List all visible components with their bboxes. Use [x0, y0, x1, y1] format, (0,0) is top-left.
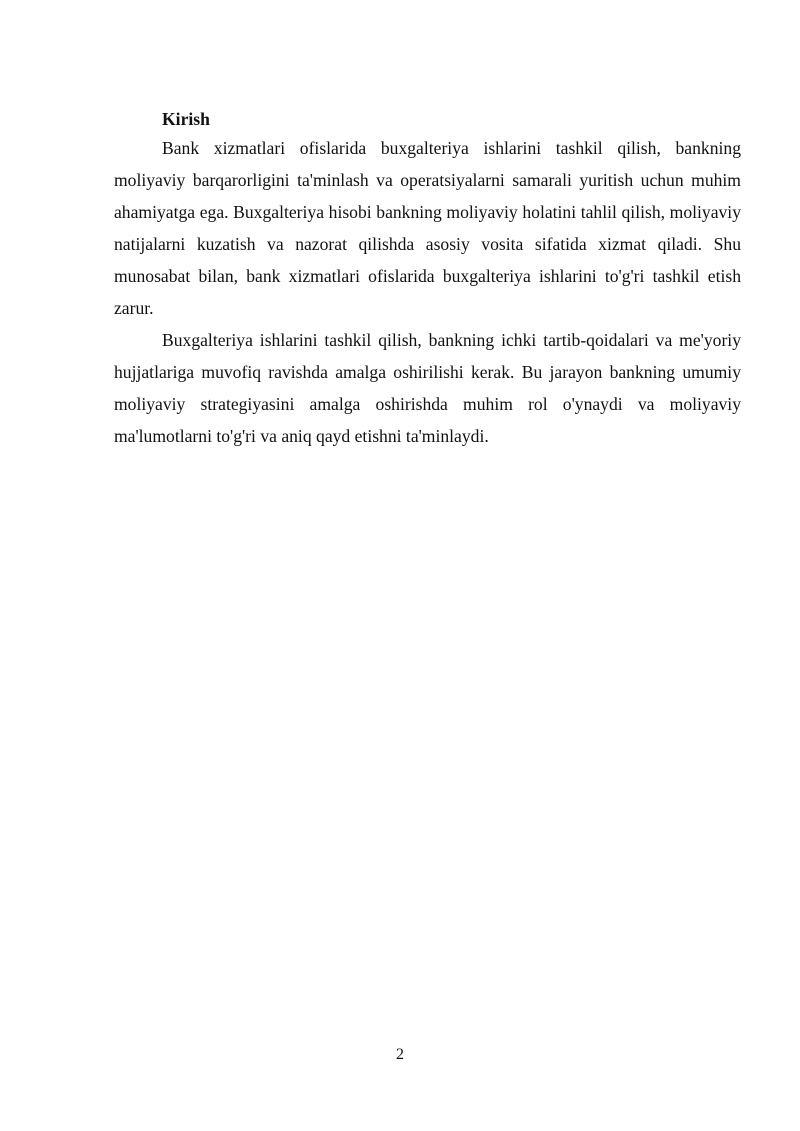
paragraph-1: Bank xizmatlari ofislarida buxgalteriya ishlarini tashkil qilish, bankning moliyaviy barqarorligini ta'minlash va operatsiyalarni samarali yuritish uchun muhim ahamiyatga ega. Buxgalteriya hisobi bankning moliyaviy holatini tahlil qilish, moliyaviy natijalarni kuzatish va nazorat qilishda asosiy vosita sifatida xizmat qiladi. Shu munosabat bilan, bank xizmatlari ofislarida buxgalteriya ishlarini to'g'ri tashkil etish zarur. [114, 138, 741, 318]
page-number: 2 [396, 1046, 404, 1063]
paragraph-2: Buxgalteriya ishlarini tashkil qilish, bankning ichki tartib-qoidalari va me'yoriy hujjatlariga muvofiq ravishda amalga oshirilishi kerak. Bu jarayon bankning umumiy moliyaviy strategiyasini amalga oshirishda muhim rol o'ynaydi va moliyaviy ma'lumotlarni to'g'ri va aniq qayd etishni ta'minlaydi. [114, 330, 741, 446]
section-heading: Kirish [162, 109, 210, 129]
page-body [114, 106, 741, 452]
